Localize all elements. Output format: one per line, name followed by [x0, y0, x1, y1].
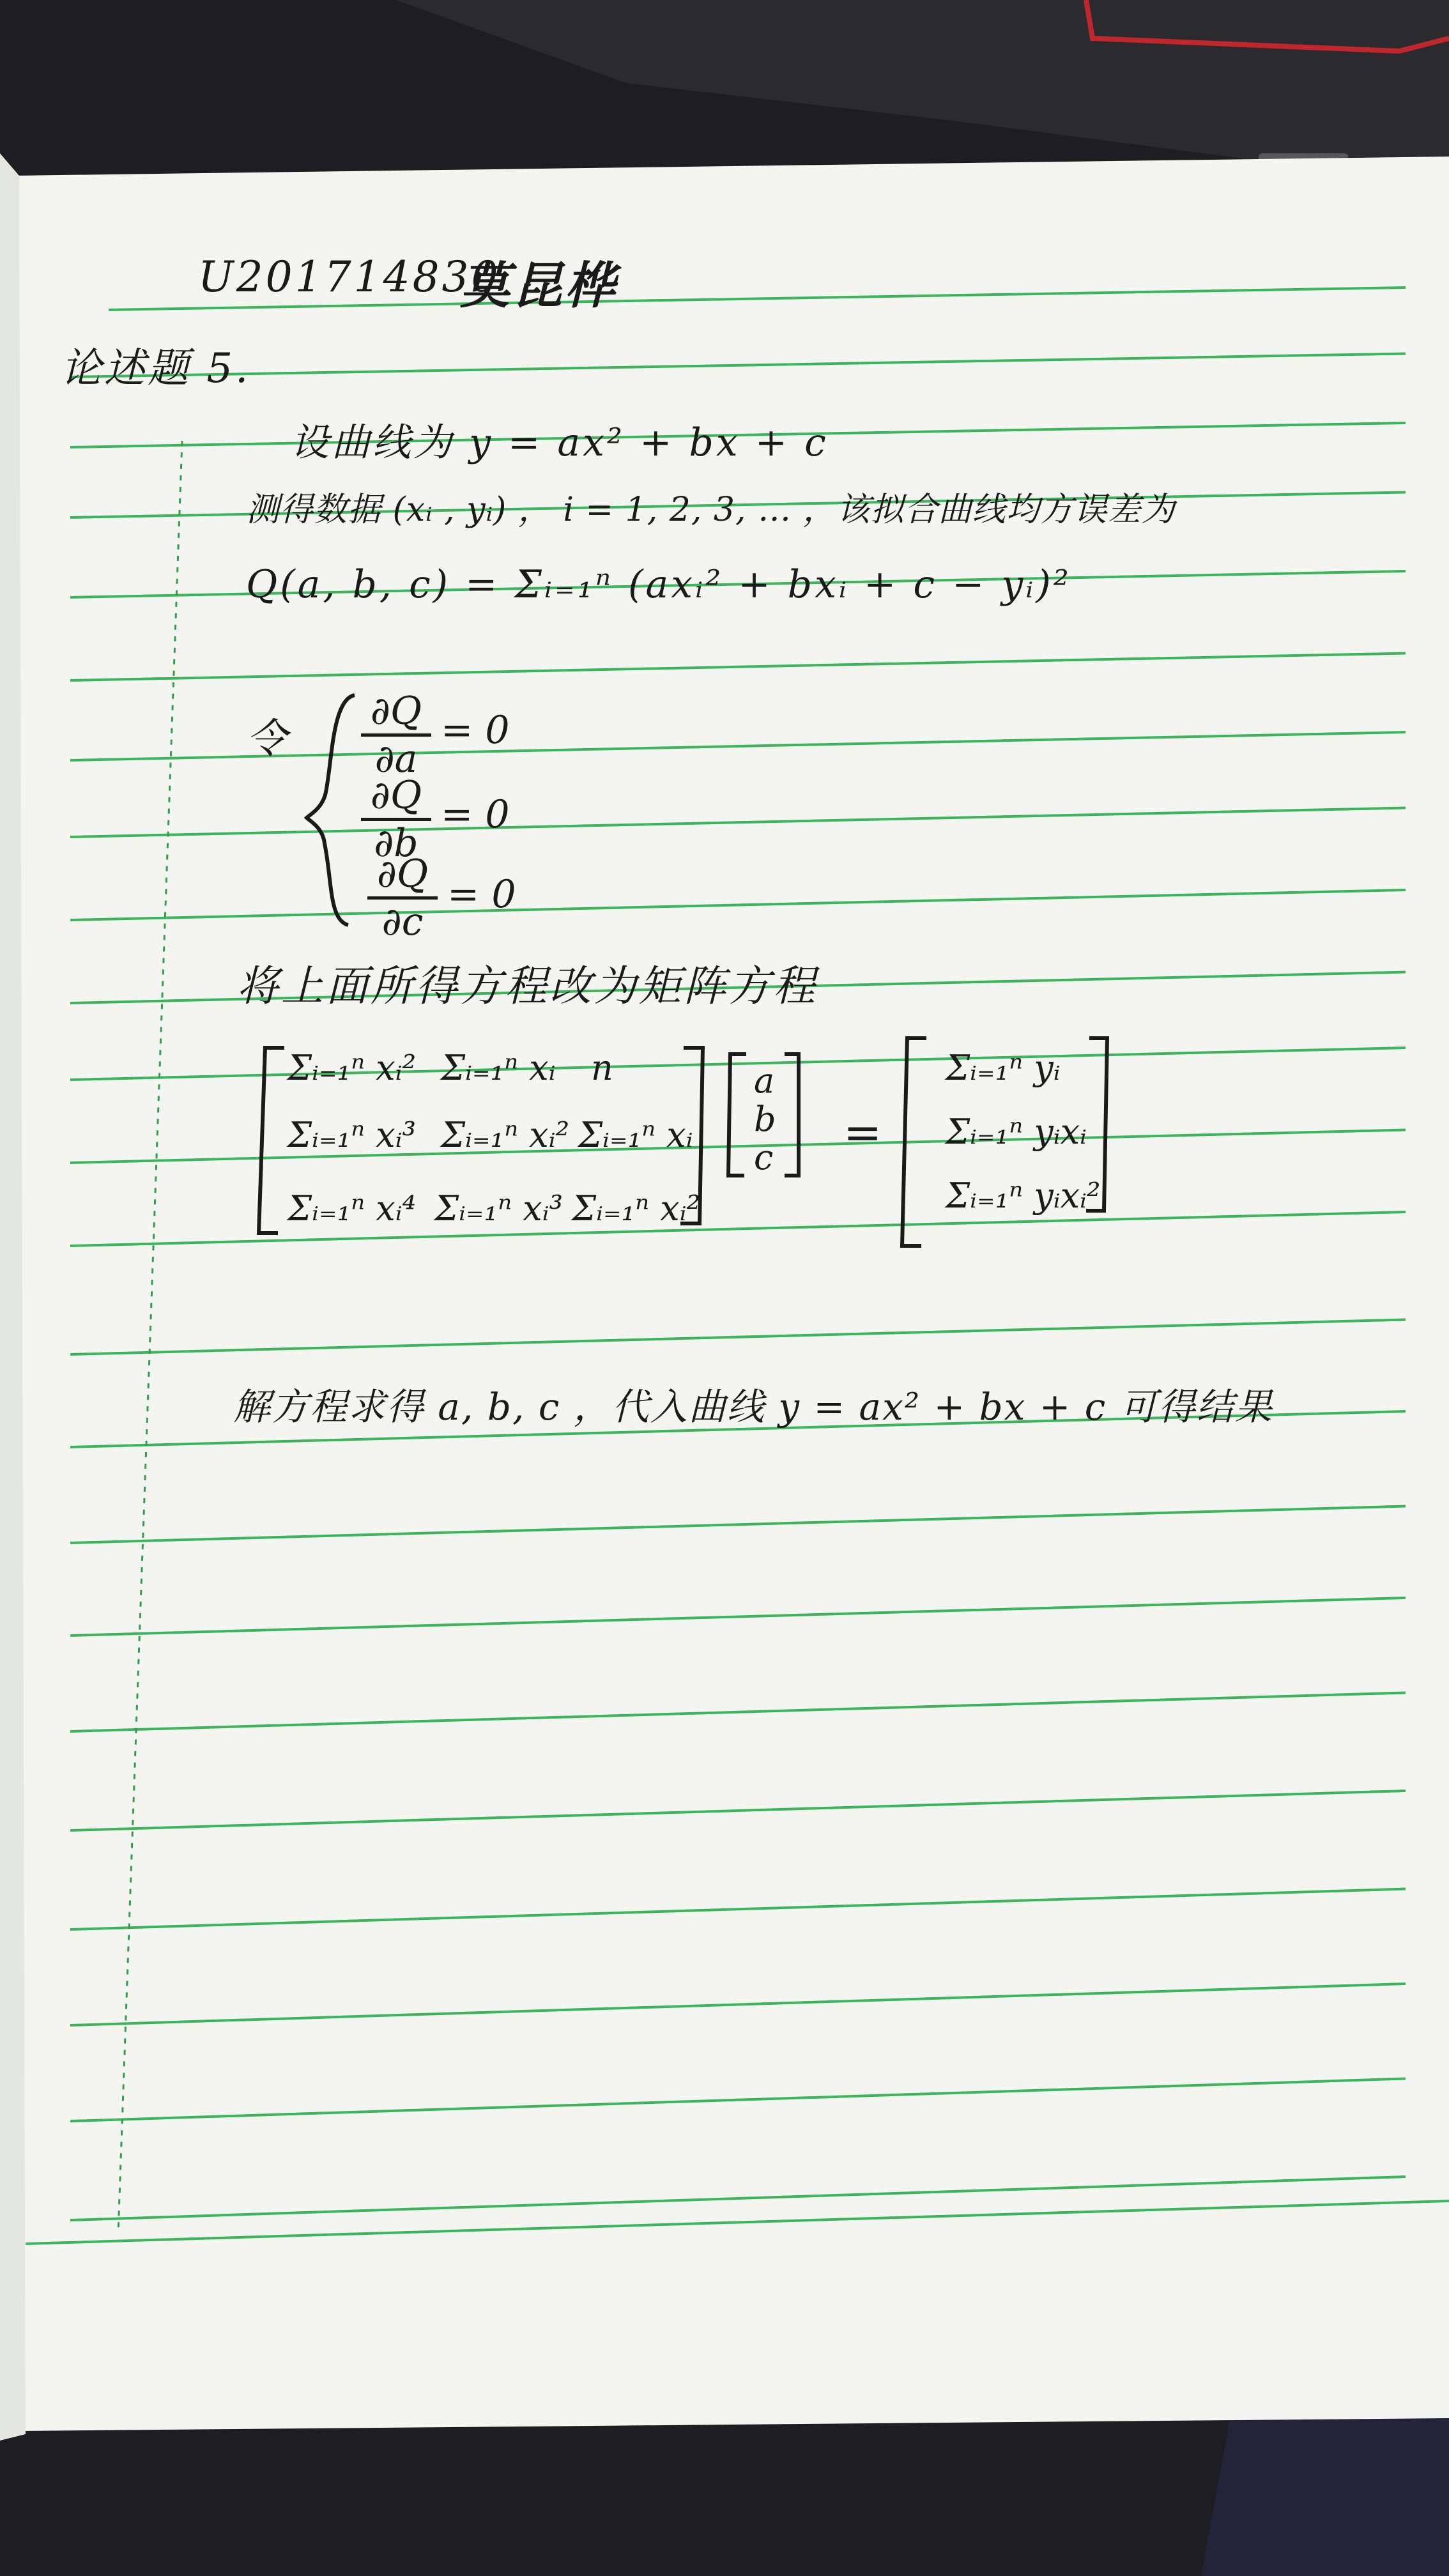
- partial-b: [361, 774, 431, 864]
- partial-b-rhs: = 0: [441, 792, 510, 837]
- matrix-cell-r3c3: Σᵢ₌₁ⁿ xᵢ²: [572, 1188, 701, 1229]
- vector-a: a: [754, 1061, 775, 1101]
- matrix-cell-r1c1: Σᵢ₌₁ⁿ xᵢ²: [288, 1048, 417, 1088]
- partial-c-num: ∂Q: [376, 852, 429, 896]
- let-label: 令: [246, 716, 289, 763]
- partial-a-den: ∂a: [374, 737, 418, 781]
- partial-c: [367, 853, 438, 943]
- equals-sign: =: [843, 1105, 882, 1159]
- student-id: U201714830: [198, 252, 501, 302]
- vector-b: b: [754, 1099, 776, 1139]
- matrix-cell-r2c2: Σᵢ₌₁ⁿ xᵢ²: [441, 1115, 570, 1155]
- rhs-row-3: Σᵢ₌₁ⁿ yᵢxᵢ²: [946, 1176, 1101, 1216]
- rhs-row-2: Σᵢ₌₁ⁿ yᵢxᵢ: [946, 1112, 1087, 1152]
- student-name: 莫昆桦: [460, 257, 618, 315]
- vector-c: c: [754, 1137, 774, 1177]
- matrix-cell-r1c2: Σᵢ₌₁ⁿ xᵢ: [441, 1048, 556, 1088]
- partial-a-num: ∂Q: [370, 689, 422, 733]
- partial-c-den: ∂c: [381, 900, 424, 944]
- partial-c-rhs: = 0: [447, 872, 516, 917]
- matrix-cell-r2c1: Σᵢ₌₁ⁿ xᵢ³: [288, 1115, 417, 1155]
- curve-definition: 设曲线为 y = ax² + bx + c: [291, 420, 829, 465]
- matrix-cell-r3c1: Σᵢ₌₁ⁿ xᵢ⁴: [288, 1188, 417, 1229]
- partial-b-num: ∂Q: [370, 773, 422, 818]
- partial-b-den: ∂b: [374, 821, 418, 866]
- matrix-cell-r3c2: Σᵢ₌₁ⁿ xᵢ³: [434, 1188, 564, 1229]
- matrix-cell-r1c3: n: [591, 1048, 613, 1088]
- matrix-intro: 将上面所得方程改为矩阵方程: [236, 962, 818, 1011]
- conclusion-line: 解方程求得 a, b, c ，代入曲线 y = ax² + bx + c 可得结果: [233, 1385, 1273, 1429]
- mse-formula: Q(a, b, c) = Σᵢ₌₁ⁿ (axᵢ² + bxᵢ + c − yᵢ)²: [246, 562, 1071, 607]
- rhs-row-1: Σᵢ₌₁ⁿ yᵢ: [946, 1048, 1061, 1088]
- question-label: 论述题 5.: [61, 345, 251, 392]
- matrix-cell-r2c3: Σᵢ₌₁ⁿ xᵢ: [578, 1115, 693, 1155]
- partial-a-rhs: = 0: [441, 708, 510, 753]
- measured-data-line: 测得数据 (xᵢ , yᵢ) ， i = 1, 2, 3, … ，该拟合曲线均方误差为: [246, 491, 1176, 529]
- partial-a: [361, 690, 431, 780]
